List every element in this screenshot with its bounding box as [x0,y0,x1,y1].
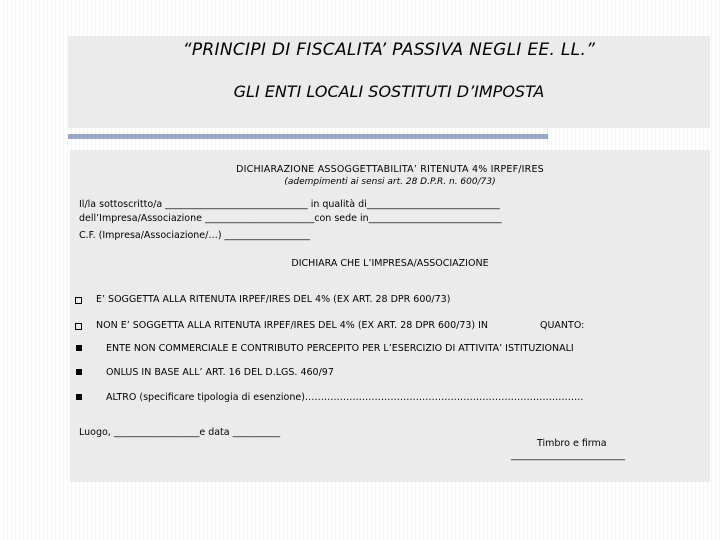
place-date-line: Luogo, __________________e data __________ [79,427,281,438]
option-not-subject-suffix: QUANTO: [540,320,585,331]
reason-item-3: ALTRO (specificare tipologia di esenzione)……………………………………………………………………………. [106,392,584,403]
signer-line: Il/la sottoscritto/a ______________________________ in qualità di____________________________ [79,199,500,210]
signature-label: Timbro e firma [537,438,607,449]
declaration-statement: DICHIARA CHE L’IMPRESA/ASSOCIAZIONE [291,258,489,269]
option-not-subject: NON E’ SOGGETTA ALLA RITENUTA IRPEF/IRES DEL 4% (EX ART. 28 DPR 600/73) IN [96,320,489,331]
page-subtitle: GLI ENTI LOCALI SOSTITUTI D’IMPOSTA [233,82,545,101]
bullet-reason-2 [76,369,82,375]
tax-code-line: C.F. (Impresa/Associazione/…) __________________ [79,230,311,241]
form-subheading: (adempimenti ai sensi art. 28 D.P.R. n. 600/73) [284,177,496,187]
divider-bar [68,134,548,139]
company-line: dell’Impresa/Associazione _______________________con sede in____________________________ [79,213,502,224]
checkbox-subject[interactable] [75,297,82,304]
form-heading: DICHIARAZIONE ASSOGGETTABILITA’ RITENUTA 4% IRPEF/IRES [236,164,544,175]
reason-item-1: ENTE NON COMMERCIALE E CONTRIBUTO PERCEPITO PER L’ESERCIZIO DI ATTIVITA’ ISTITUZIONALI [106,343,574,354]
page-title: “PRINCIPI DI FISCALITA’ PASSIVA NEGLI EE. LL.” [182,40,596,60]
signature-line: ________________________ [511,450,625,461]
reason-item-2: ONLUS IN BASE ALL’ ART. 16 DEL D.LGS. 460/97 [106,367,334,378]
option-subject: E’ SOGGETTA ALLA RITENUTA IRPEF/IRES DEL 4% (EX ART. 28 DPR 600/73) [96,294,451,305]
bullet-reason-1 [76,345,82,351]
declaration-form [70,150,710,482]
title-panel [68,36,710,128]
checkbox-not-subject[interactable] [75,323,82,330]
bullet-reason-3 [76,394,82,400]
